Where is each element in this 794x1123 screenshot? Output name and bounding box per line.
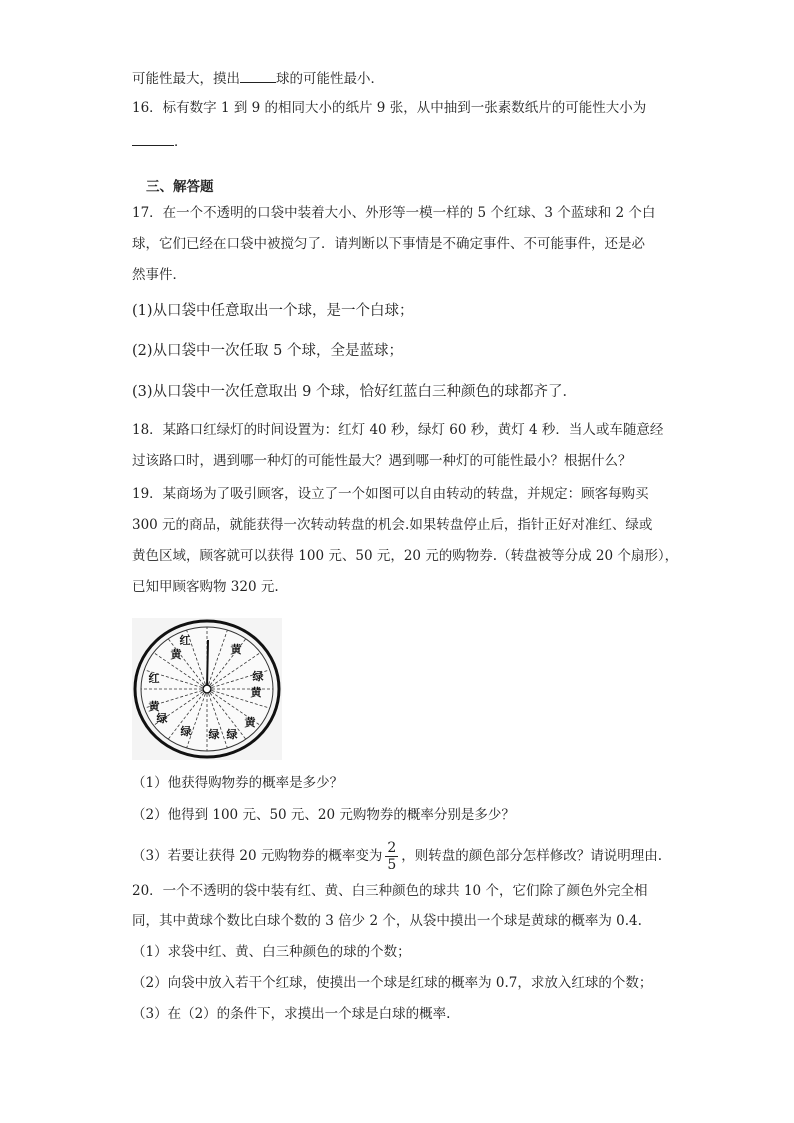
q19-line-3: 黄色区域，顾客就可以获得 100 元、50 元，20 元的购物券.（转盘被等分成 20 个扇形）， <box>132 548 679 564</box>
q19-line-2: 300 元的商品，就能获得一次转动转盘的机会.如果转盘停止后，指针正好对准红、绿或 <box>132 517 653 533</box>
q17-line-2: 球，它们已经在口袋中被搅匀了．请判断以下事情是不确定事件、不可能事件，还是必 <box>132 236 645 252</box>
fraction-numerator: 2 <box>387 840 397 856</box>
q15-tail-line <box>132 68 384 88</box>
q19-line-1: 19．某商场为了吸引顾客，设立了一个如图可以自由转动的转盘，并规定：顾客每购买 <box>132 486 649 502</box>
q19-part-3-after: ，则转盘的颜色部分怎样修改？请说明理由. <box>401 848 663 864</box>
fraction-denominator: 5 <box>387 857 397 873</box>
section-title: 三、解答题 <box>146 179 214 195</box>
spinner-figure <box>132 618 282 760</box>
q16-line-2-end: ． <box>174 134 188 150</box>
spinner-hub <box>203 685 211 693</box>
q18-line-1: 18．某路口红绿灯的时间设置为：红灯 40 秒，绿灯 60 秒，黄灯 4 秒．当人或车随意经 <box>132 422 664 438</box>
q17-line-1: 17．在一个不透明的口袋中装着大小、外形等一模一样的 5 个红球、3 个蓝球和 2 个白 <box>132 205 656 221</box>
q19-part-3-before: （3）若要让获得 20 元购物券的概率变为 <box>132 848 383 864</box>
q17-part-3: (3)从口袋中一次任意取出 9 个球，恰好红蓝白三种颜色的球都齐了． <box>132 384 577 400</box>
q17-line-3: 然事件． <box>132 267 186 283</box>
q17-part-1: (1)从口袋中任意取出一个球，是一个白球； <box>132 303 414 319</box>
q16-line-1: 16．标有数字 1 到 9 的相同大小的纸片 9 张，从中抽到一张素数纸片的可能性大小为 <box>132 100 647 116</box>
q20-part-3: （3）在（2）的条件下，求摸出一个球是白球的概率. <box>132 1006 451 1022</box>
q20-line-2: 同，其中黄球个数比白球个数的 3 倍少 2 个，从袋中摸出一个球是黄球的概率为 0.4. <box>132 913 642 929</box>
spinner-sector-label: 红 <box>179 634 191 647</box>
spinner-sector-label: 绿 <box>180 725 192 738</box>
spinner-sector-label: 绿 <box>156 712 168 725</box>
q20-part-1: （1）求袋中红、黄、白三种颜色的球的个数； <box>132 944 411 960</box>
q15-text-a: 可能性最大，摸出 <box>132 71 240 87</box>
q17-part-2: (2)从口袋中一次任取 5 个球，全是蓝球； <box>132 343 403 359</box>
q19-part-1: （1）他获得购物券的概率是多少？ <box>132 775 344 791</box>
q20-part-2: （2）向袋中放入若干个红球，使摸出一个球是红球的概率为 0.7，求放入红球的个数； <box>132 975 653 991</box>
q15-answer-blank[interactable] <box>240 68 276 83</box>
q19-part-2: （2）他得到 100 元、50 元、20 元购物券的概率分别是多少？ <box>132 807 515 823</box>
spinner-sector-label: 红 <box>148 672 160 685</box>
q16-line-2 <box>132 131 188 151</box>
spinner-sector-label: 黄 <box>250 686 262 699</box>
spinner-sector-label: 绿 <box>252 670 264 683</box>
q18-line-2: 过该路口时，遇到哪一种灯的可能性最大？遇到哪一种灯的可能性最小？根据什么？ <box>132 453 632 469</box>
spinner-sector-label: 黄 <box>230 643 242 656</box>
q15-text-b: 球的可能性最小． <box>276 71 384 87</box>
spinner-sector-label: 绿 <box>226 728 238 741</box>
spinner-pointer[interactable] <box>207 640 208 689</box>
spinner-sector-label: 黄 <box>148 700 160 713</box>
spinner-sector-label: 黄 <box>244 716 256 729</box>
q20-line-1: 20．一个不透明的袋中装有红、黄、白三种颜色的球共 10 个，它们除了颜色外完全相 <box>132 883 648 899</box>
spinner-sector-label: 绿 <box>208 728 220 741</box>
q19-line-4: 已知甲顾客购物 320 元. <box>132 579 279 595</box>
q19-part-3 <box>132 838 662 874</box>
fraction-two-fifths <box>385 840 398 873</box>
q16-answer-blank[interactable] <box>132 131 174 146</box>
spinner-sector-label: 黄 <box>170 648 182 661</box>
